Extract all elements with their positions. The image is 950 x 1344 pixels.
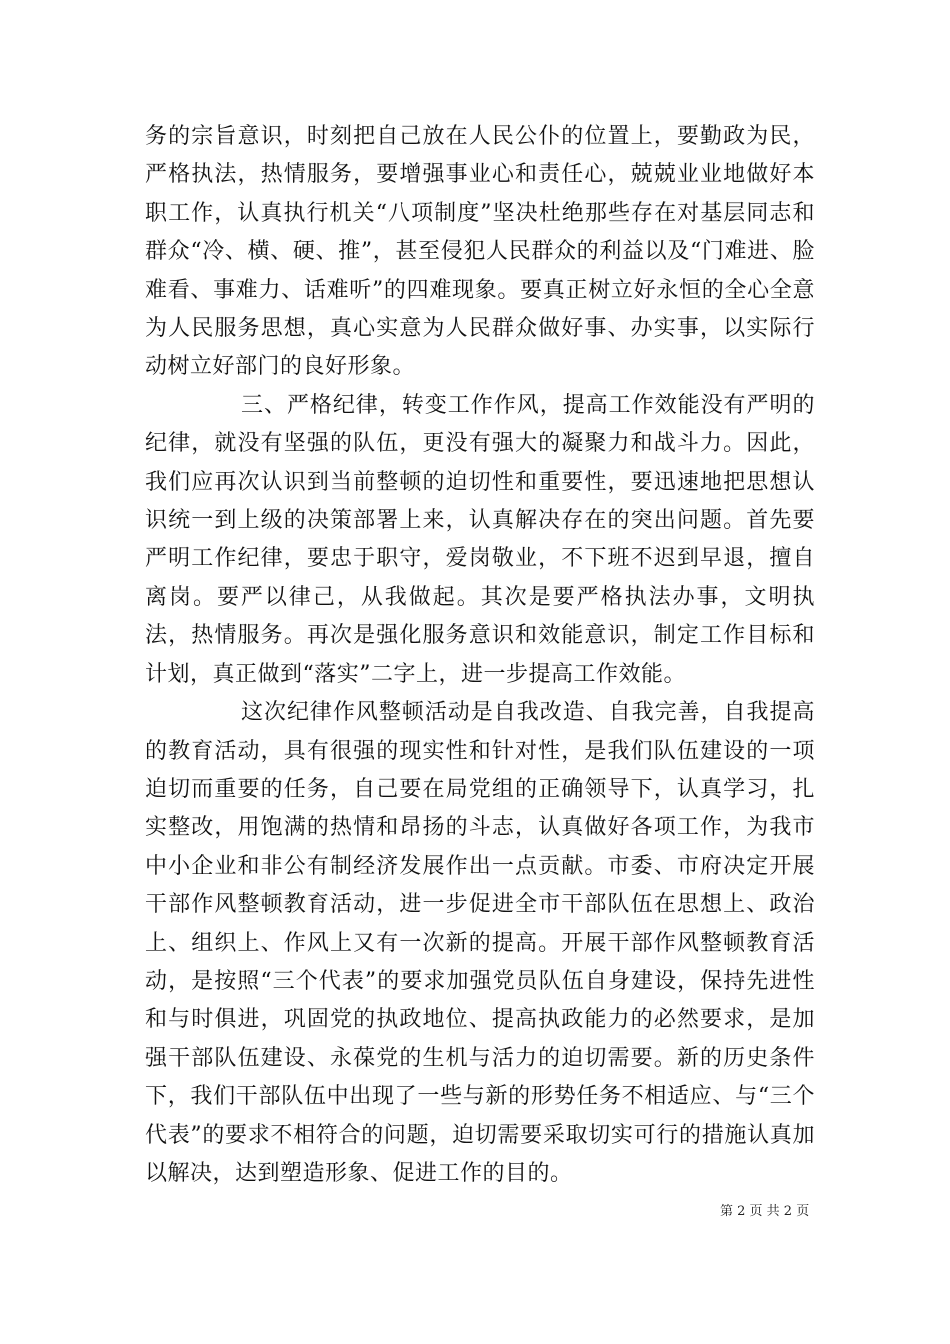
paragraph-continuation: 务的宗旨意识，时刻把自己放在人民公仆的位置上，要勤政为民，严格执法，热情服务，要增强事业心和责任心，兢兢业业地做好本职工作，认真执行机关“八项制度”坚决杜绝那些存在对基层同志和群众“冷、横、硬、推”，甚至侵犯人民群众的利益以及“门难进、脸难看、事难力、话难听”的四难现象。要真正树立好永恒的全心全意为人民服务思想，真心实意为人民群众做好事、办实事，以实际行动树立好部门的良好形象。 <box>145 124 815 380</box>
document-body <box>145 118 815 1193</box>
paragraph-conclusion: 这次纪律作风整顿活动是自我改造、自我完善，自我提高的教育活动，具有很强的现实性和针对性，是我们队伍建设的一项迫切而重要的任务，自己要在局党组的正确领导下，认真学习，扎实整改，用饱满的热情和昂扬的斗志，认真做好各项工作，为我市中小企业和非公有制经济发展作出一点贡献。市委、市府决定开展干部作风整顿教育活动，进一步促进全市干部队伍在思想上、政治上、组织上、作风上又有一次新的提高。开展干部作风整顿教育活动，是按照“三个代表”的要求加强党员队伍自身建设，保持先进性和与时俱进，巩固党的执政地位、提高执政能力的必然要求，是加强干部队伍建设、永葆党的生机与活力的迫切需要。新的历史条件下，我们干部队伍中出现了一些与新的形势任务不相适应、与“三个代表”的要求不相符合的问题，迫切需要采取切实可行的措施认真加以解决，达到塑造形象、促进工作的目的。 <box>145 700 815 1186</box>
paragraph-section-three: 三、严格纪律，转变工作作风，提高工作效能没有严明的纪律，就没有坚强的队伍，更没有强大的凝聚力和战斗力。因此，我们应再次认识到当前整顿的迫切性和重要性，要迅速地把思想认识统一到上级的决策部署上来，认真解决存在的突出问题。首先要严明工作纪律，要忠于职守，爱岗敬业，不下班不迟到早退，擅自离岗。要严以律己，从我做起。其次是要严格执法办事，文明执法，热情服务。再次是强化服务意识和效能意识，制定工作目标和计划，真正做到“落实”二字上，进一步提高工作效能。 <box>145 392 815 687</box>
page-number-footer: 第 2 页 共 2 页 <box>720 1204 810 1219</box>
